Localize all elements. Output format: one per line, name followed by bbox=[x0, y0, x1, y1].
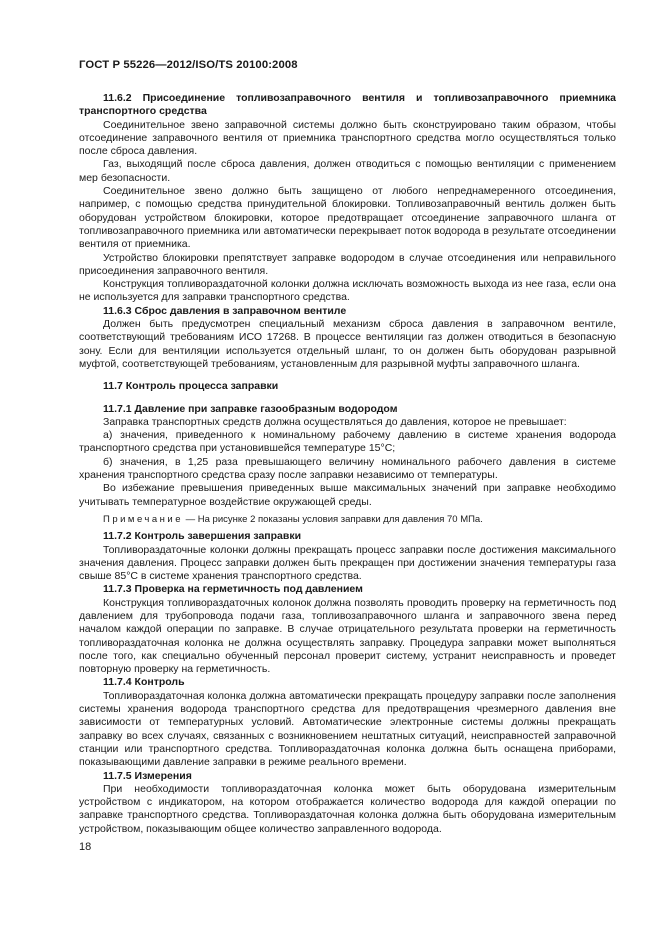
section-heading-11-6-3: 11.6.3 Сброс давления в заправочном вентиле bbox=[103, 304, 347, 317]
paragraph: Во избежание превышения приведенных выше максимальных значений при заправке необходимо учитывать температурное воздействие окружающей среды. bbox=[79, 482, 616, 508]
paragraph: Устройство блокировки препятствует заправке водородом в случае отсоединения или неправильного присоединения заправочного вентиля. bbox=[79, 251, 616, 277]
section-heading-11-7-3: 11.7.3 Проверка на герметичность под давлением bbox=[103, 583, 363, 596]
paragraph: Соединительное звено заправочной системы должно быть сконструировано таким образом, чтобы отсоединение заправочного вентиля от приемника транспортного средства могло осуществляться только после сброса давления. bbox=[79, 118, 616, 158]
note-text: — На рисунке 2 показаны условия заправки для давления 70 МПа. bbox=[183, 513, 483, 525]
paragraph: Должен быть предусмотрен специальный механизм сброса давления в заправочном вентиле, соответствующий требованиям ИСО 17268. В процессе вентиляции газ должен отводиться в безопасную зону. Если для вентиляции используется отдельный шланг, то он должен быть оборудован разрывной муфтой, соответствующей требованиям, установленным для разрывной муфты заправочного шланга. bbox=[79, 318, 616, 370]
list-item-a: а) значения, приведенного к номинальному рабочему давлению в системе хранения водорода транспортного средства при установившейся температуре 15°С; bbox=[79, 429, 616, 455]
document-header: ГОСТ Р 55226—2012/ISO/TS 20100:2008 bbox=[79, 59, 298, 71]
paragraph: Конструкция топливораздаточных колонок должна позволять проводить проверку на герметичность под давлением для трубопровода подачи газа, топливозаправочного шланга и заправочного звена перед началом каждой операции по заправке. В случае отрицательного результата проверки на герметичность топливораздаточная колонка не должна осуществлять заправку. Процедура заправки может выполняться после того, как специально обученный персонал проверит систему, устранит неисправность и проведет повторную проверку на герметичность. bbox=[79, 596, 616, 676]
paragraph: Газ, выходящий после сброса давления, должен отводиться с помощью вентиляции с применением мер безопасности. bbox=[79, 158, 616, 184]
note bbox=[79, 513, 616, 526]
section-heading-11-7-5: 11.7.5 Измерения bbox=[103, 769, 192, 782]
note-label: Примечание bbox=[103, 513, 183, 525]
paragraph: Топливораздаточная колонка должна автоматически прекращать процедуру заправки после заполнения системы хранения водорода транспортного средства для предотвращения чрезмерного давления вне зависимости от температурных условий. Автоматические электронные системы должны прекращать заправку во всех случаях, связанных с возникновением нештатных ситуаций, неисправностей заправочной станции или транспортного средства. Топливораздаточная колонка должна быть оснащена приборами, показывающими давление заправки в режиме реального времени. bbox=[79, 689, 616, 769]
paragraph: Соединительное звено должно быть защищено от любого непреднамеренного отсоединения, например, с помощью средства принудительной блокировки. Топливозаправочный вентиль должен быть оборудован устройством блокировки, которое предотвращает отсоединение заправочного шланга от топливозаправочного приемника или автоматически перекрывает поток водорода в результате отсоединении вентиля от приемника. bbox=[79, 185, 616, 251]
section-heading-11-7-2: 11.7.2 Контроль завершения заправки bbox=[103, 530, 302, 543]
page-number: 18 bbox=[79, 841, 92, 853]
paragraph: При необходимости топливораздаточная колонка может быть оборудована измерительным устройством с индикатором, на котором отображается количество водорода для каждой операции по заправке транспортного средства. Топливораздаточная колонка должна быть оборудована измерительным устройством, показывающим общее количество заправленного водорода. bbox=[79, 782, 616, 835]
paragraph: Конструкция топливораздаточной колонки должна исключать возможность выхода из нее газа, если она не используется для заправки транспортного средства. bbox=[79, 278, 616, 304]
paragraph: Заправка транспортных средств должна осуществляться до давления, которое не превышает: bbox=[103, 415, 567, 428]
section-heading-11-7: 11.7 Контроль процесса заправки bbox=[103, 380, 279, 393]
paragraph: Топливораздаточные колонки должны прекращать процесс заправки после достижения максимального значения давления. Процесс заправки должен быть прекращен при достижении значения температуры газа свыше 85°С в системе хранения транспортного средства. bbox=[79, 543, 616, 583]
section-heading-11-6-2: 11.6.2 Присоединение топливозаправочного вентиля и топливозаправочного приемника транспортного средства bbox=[79, 92, 616, 118]
list-item-b: б) значения, в 1,25 раза превышающего величину номинального рабочего давления в системе хранения транспортного средства сразу после заправки независимо от температуры. bbox=[79, 455, 616, 482]
document-body bbox=[79, 92, 616, 836]
section-heading-11-7-4: 11.7.4 Контроль bbox=[103, 676, 185, 689]
section-heading-11-7-1: 11.7.1 Давление при заправке газообразным водородом bbox=[103, 402, 398, 415]
